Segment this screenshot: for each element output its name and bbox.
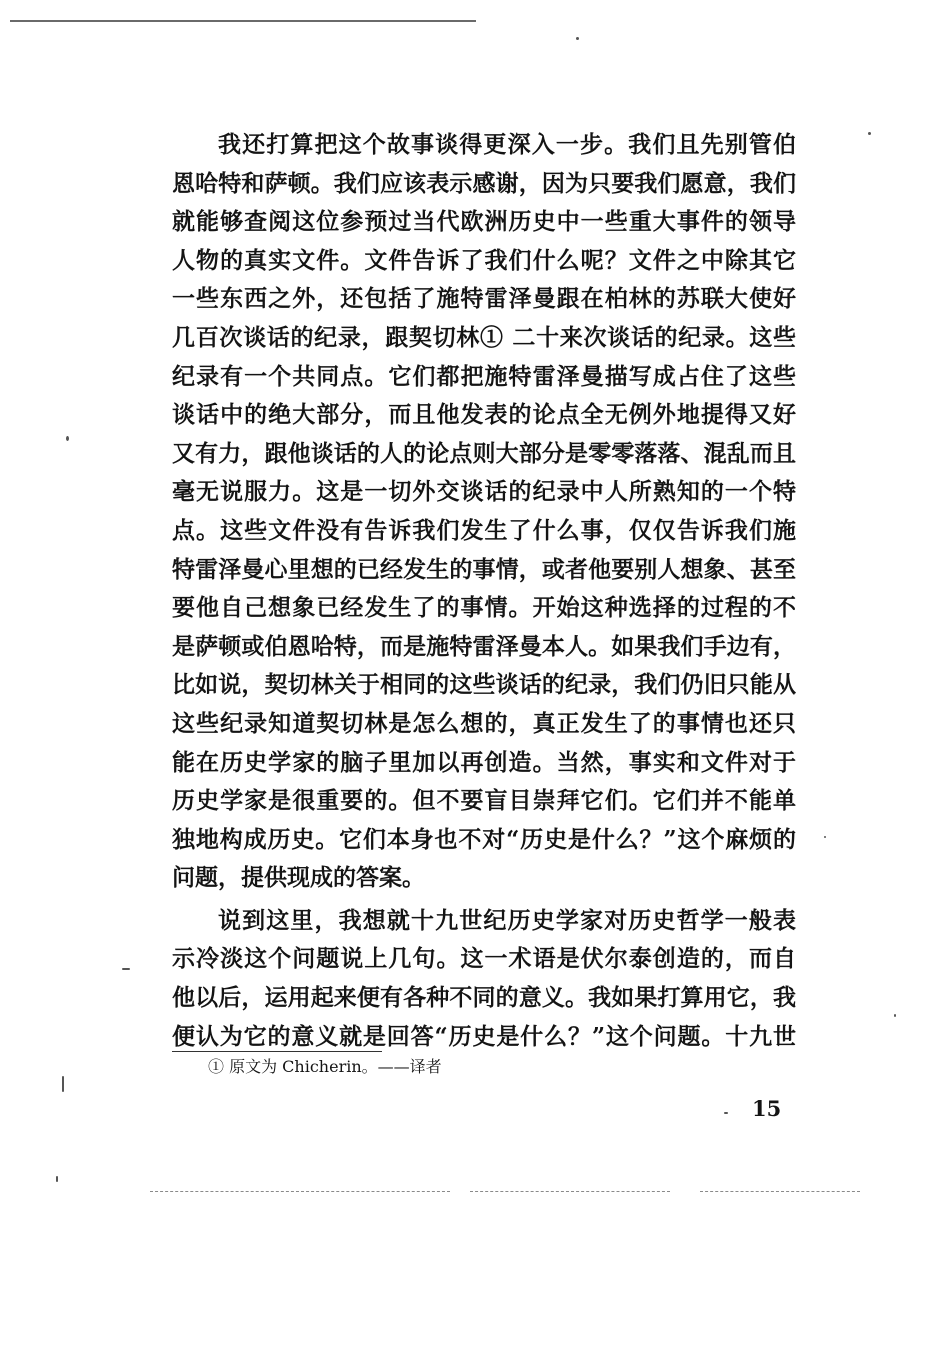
text-line: 恩哈特和萨顿。我们应该表示感谢，因为只要我们愿意，我们 — [172, 169, 796, 197]
scan-speck — [122, 968, 130, 970]
text-line: 特雷泽曼心里想的已经发生的事情，或者他要别人想象、甚至 — [172, 555, 796, 583]
text-line: 一些东西之外，还包括了施特雷泽曼跟在柏林的苏联大使好 — [172, 285, 796, 313]
text-line: 独地构成历史。它们本身也不对“历史是什么？”这个麻烦的 — [172, 825, 796, 853]
text-line: 谈话中的绝大部分，而且他发表的论点全无例外地提得又好 — [172, 401, 796, 429]
text-line: 是萨顿或伯恩哈特，而是施特雷泽曼本人。如果我们手边有， — [172, 632, 796, 660]
scan-speck — [894, 1014, 896, 1017]
scan-speck — [66, 436, 69, 441]
bottom-rule-middle — [470, 1191, 670, 1192]
text-line: 比如说，契切林关于相同的这些谈话的纪录，我们仍旧只能从 — [172, 671, 796, 699]
text-line: 说到这里，我想就十九世纪历史学家对历史哲学一般表 — [218, 906, 796, 934]
text-line: 毫无说服力。这是一切外交谈话的纪录中人所熟知的一个特 — [172, 478, 796, 506]
scan-speck — [56, 1176, 58, 1182]
text-line: 示冷淡这个问题说上几句。这一术语是伏尔泰创造的，而自 — [172, 945, 796, 973]
body-text — [172, 126, 796, 1056]
text-line: 要他自己想象已经发生了的事情。开始这种选择的过程的不 — [172, 594, 796, 622]
header-rule — [10, 20, 476, 22]
text-line: 纪录有一个共同点。它们都把施特雷泽曼描写成占住了这些 — [172, 362, 796, 390]
text-line: 我还打算把这个故事谈得更深入一步。我们且先别管伯 — [218, 131, 796, 158]
text-line: 就能够查阅这位参预过当代欧洲历史中一些重大事件的领导 — [172, 208, 796, 236]
scan-speck — [824, 836, 826, 838]
scan-speck — [724, 1112, 728, 1114]
scan-speck — [868, 132, 871, 135]
scan-speck — [576, 37, 579, 40]
bottom-rule-left — [150, 1191, 450, 1192]
text-line: 点。这些文件没有告诉我们发生了什么事，仅仅告诉我们施 — [172, 516, 796, 544]
bottom-rule-right — [700, 1191, 860, 1192]
footnote-rule — [172, 1051, 382, 1052]
text-line: 这些纪录知道契切林是怎么想的，真正发生了的事情也还只 — [172, 709, 796, 737]
text-line: 问题，提供现成的答案。 — [172, 864, 425, 892]
text-line: 他以后，运用起来便有各种不同的意义。我如果打算用它，我 — [172, 984, 796, 1012]
text-line: 历史学家是很重要的。但不要盲目崇拜它们。它们并不能单 — [172, 787, 796, 815]
text-line: 又有力，跟他谈话的人的论点则大部分是零零落落、混乱而且 — [172, 439, 796, 467]
text-line: 几百次谈话的纪录，跟契切林① 二十来次谈话的纪录。这些 — [172, 323, 796, 351]
text-line: 能在历史学家的脑子里加以再创造。当然，事实和文件对于 — [172, 748, 796, 776]
text-line: 便认为它的意义就是回答“历史是什么？”这个问题。十九世 — [172, 1022, 796, 1050]
page-number: 15 — [752, 1096, 782, 1121]
scan-speck — [62, 1076, 64, 1092]
footnote: ① 原文为 Chicherin。——译者 — [208, 1057, 442, 1076]
text-line: 人物的真实文件。文件告诉了我们什么呢？文件之中除其它 — [172, 246, 796, 274]
